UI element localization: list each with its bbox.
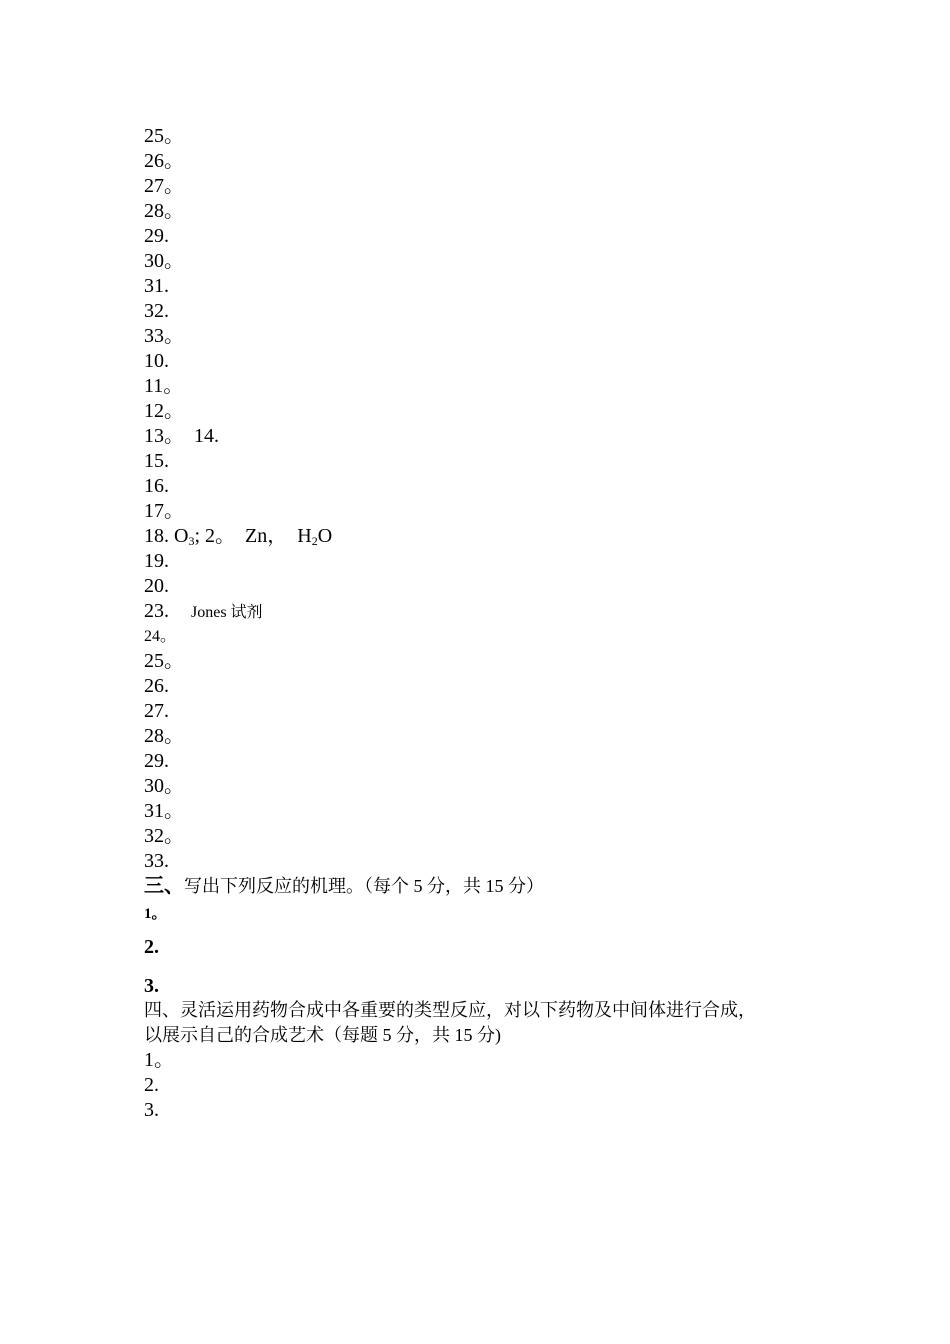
answer-line-29: 29.: [144, 225, 169, 247]
answer-line-25b: 25。: [144, 650, 184, 672]
answer-line-10: 10.: [144, 350, 169, 372]
answer-line-18: [144, 524, 824, 549]
answer-line-19: 19.: [144, 550, 169, 572]
synthesis-item-3: 3.: [144, 1099, 159, 1121]
answer-14: 14.: [194, 425, 219, 447]
answer-23-text: Jones 试剂: [191, 604, 263, 621]
answer-18-number: 18.: [144, 525, 169, 547]
answer-line-15: 15.: [144, 450, 169, 472]
answer-line-33b: 33.: [144, 850, 169, 872]
answer-23-number: 23.: [144, 600, 169, 622]
answer-line-32: 32.: [144, 300, 169, 322]
answer-line-26b: 26.: [144, 675, 169, 697]
synthesis-item-2: 2.: [144, 1074, 159, 1096]
answer-line-16: 16.: [144, 475, 169, 497]
answer-line-23: [144, 599, 824, 624]
mechanism-item-2: 2.: [144, 936, 159, 958]
answer-line-12: 12。: [144, 400, 184, 422]
section-4-heading-line-2: 以展示自己的合成艺术（每题 5 分，共 15 分): [144, 1025, 501, 1045]
section-4-heading-line-1: 四、灵活运用药物合成中各重要的类型反应，对以下药物及中间体进行合成，: [144, 1000, 756, 1020]
section-3-title: 写出下列反应的机理。（每个 5 分，共 15 分）: [184, 876, 544, 896]
reagent-zn: Zn，: [245, 525, 288, 547]
answer-line-17: 17。: [144, 500, 184, 522]
answer-18-step: ; 2。: [194, 525, 236, 547]
answer-line-29b: 29.: [144, 750, 169, 772]
formula-h2o: $H_2O$: [297, 525, 333, 548]
mechanism-item-3: 3.: [144, 975, 159, 997]
answer-line-27: 27。: [144, 175, 184, 197]
section-3-prefix: 三、: [144, 875, 184, 897]
answer-sheet: [144, 124, 824, 1123]
answer-line-31: 31.: [144, 275, 169, 297]
synthesis-item-1: 1。: [144, 1049, 174, 1071]
answer-line-24: 24。: [144, 628, 177, 645]
section-3-heading: [144, 874, 824, 899]
answer-line-33: 33。: [144, 325, 184, 347]
answer-line-13-14: [144, 424, 824, 449]
answer-line-32b: 32。: [144, 825, 184, 847]
answer-line-28: 28。: [144, 200, 184, 222]
answer-line-31b: 31。: [144, 800, 184, 822]
answer-line-28b: 28。: [144, 725, 184, 747]
answer-line-11: 11。: [144, 375, 184, 397]
answer-line-26: 26。: [144, 150, 184, 172]
answer-line-20: 20.: [144, 575, 169, 597]
formula-o3: $O_3$: [174, 525, 195, 548]
answer-line-30: 30。: [144, 250, 184, 272]
answer-13: 13。: [144, 425, 184, 447]
answer-line-30b: 30。: [144, 775, 184, 797]
answer-line-25: 25。: [144, 125, 184, 147]
answer-line-27b: 27.: [144, 700, 169, 722]
mechanism-item-1: 1。: [144, 906, 167, 922]
